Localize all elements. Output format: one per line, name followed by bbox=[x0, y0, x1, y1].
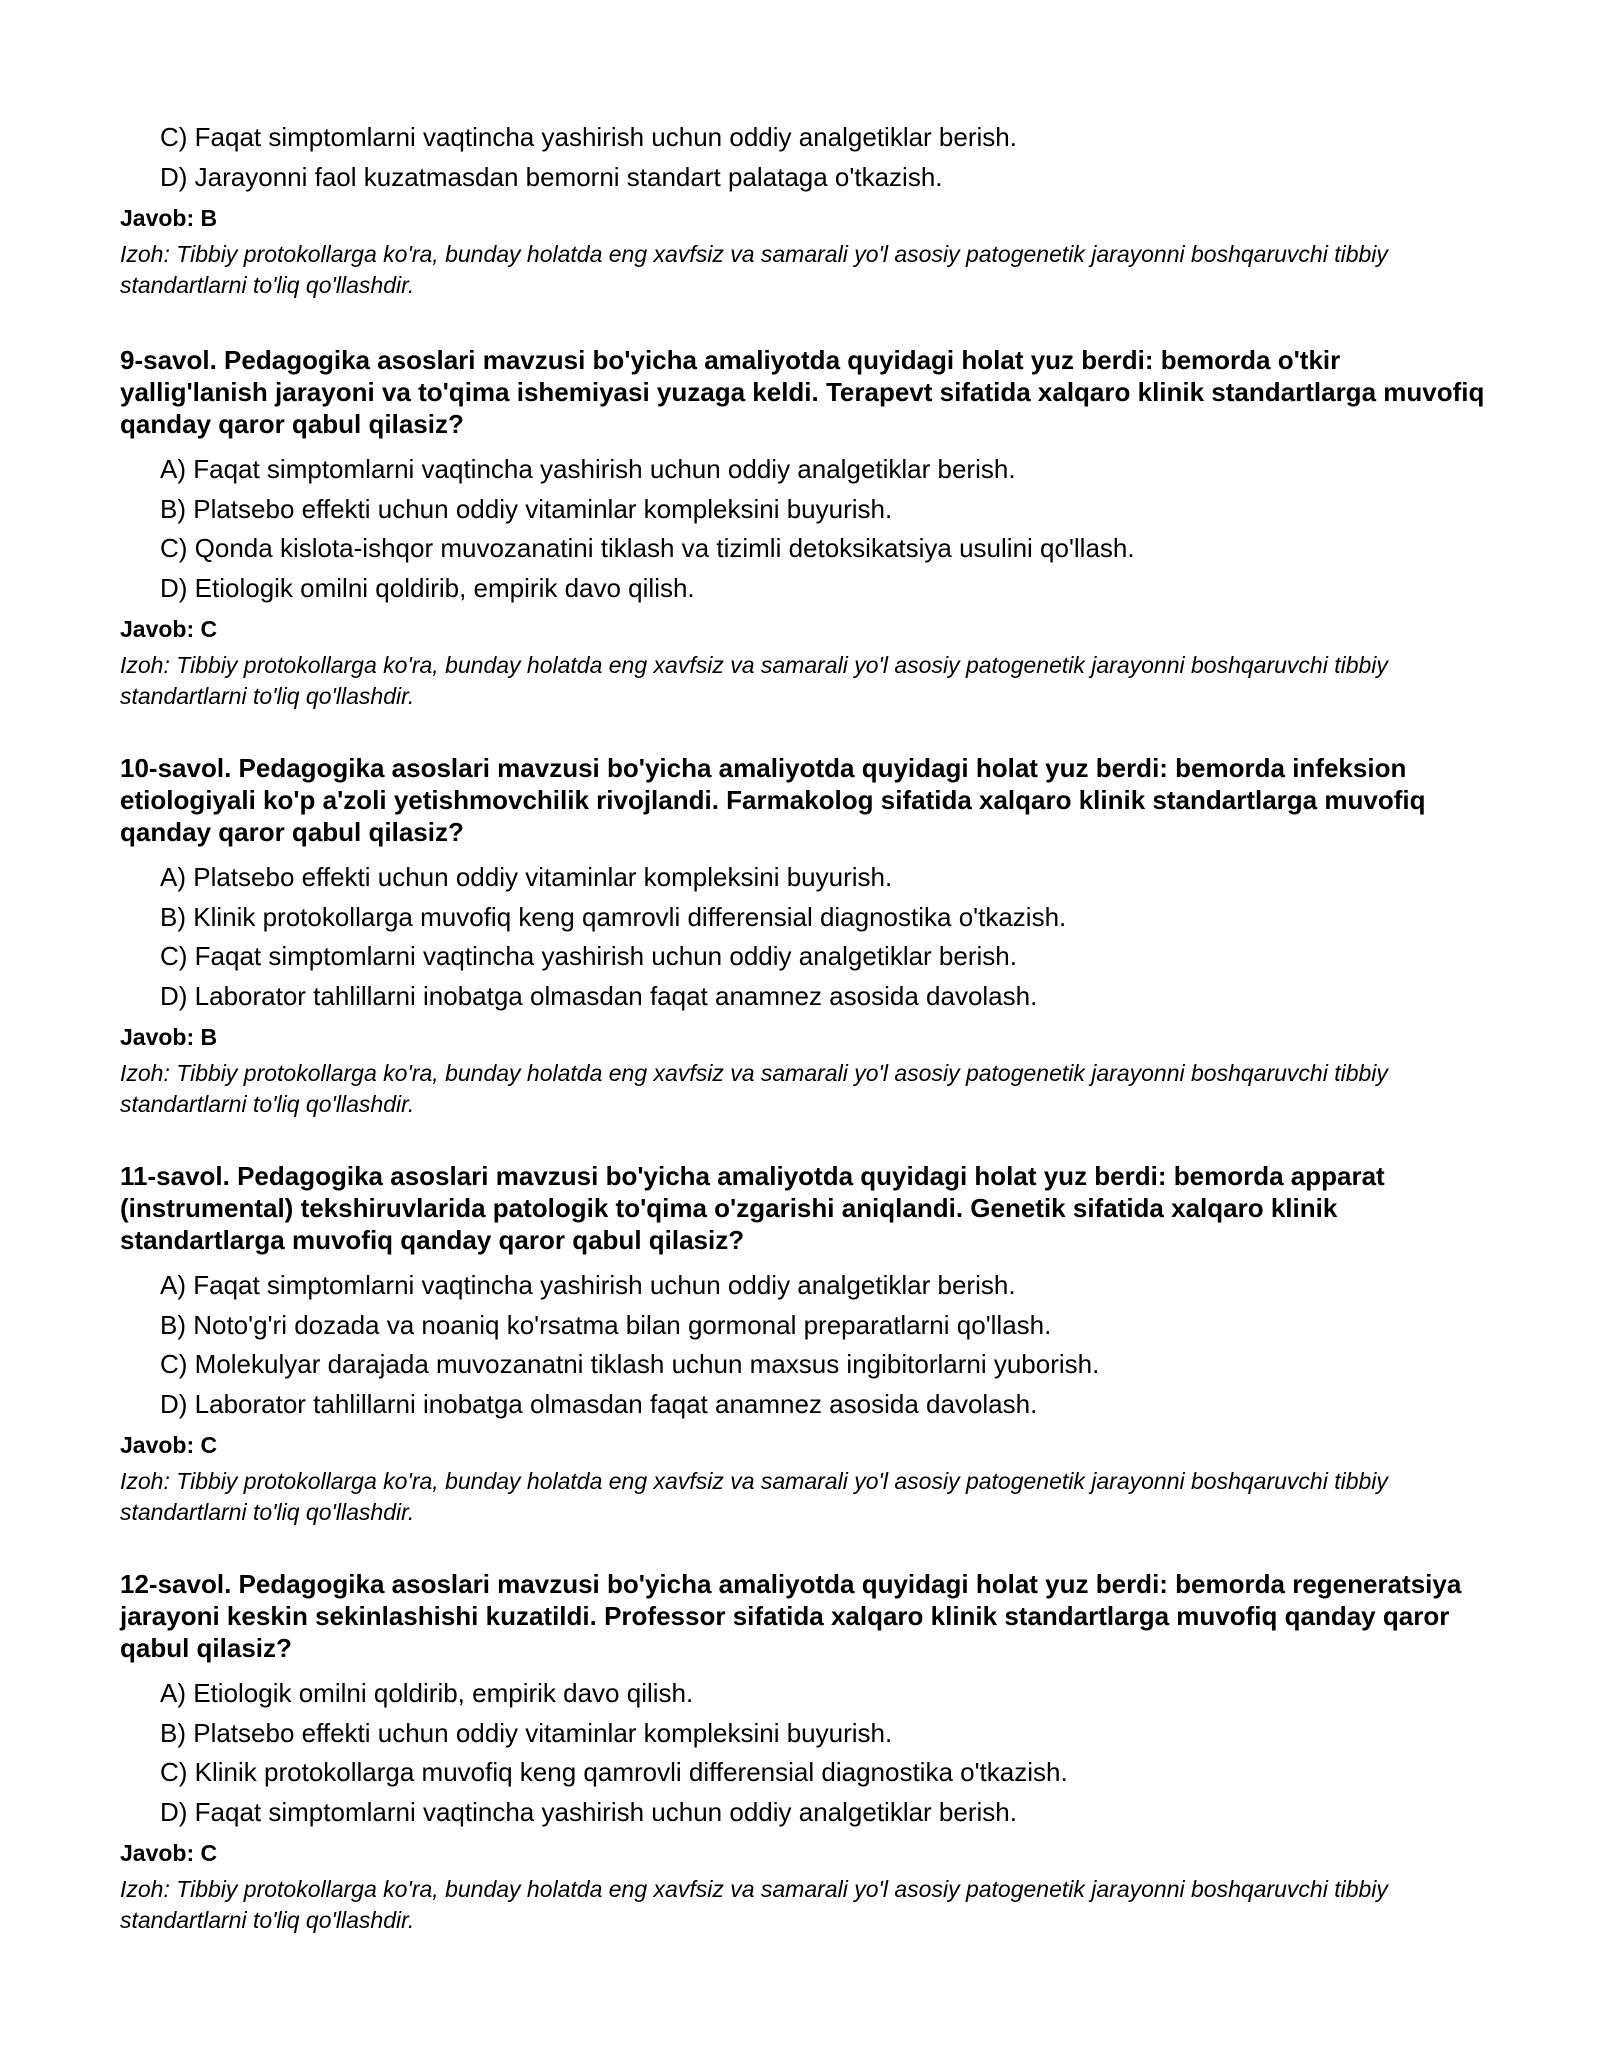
option-d: D) Laborator tahlillarni inobatga olmasdan faqat anamnez asosida davolash. bbox=[160, 980, 1038, 1011]
option-d: D) Faqat simptomlarni vaqtincha yashirish uchun oddiy analgetiklar berish. bbox=[160, 1796, 1017, 1827]
question-title: 10-savol. Pedagogika asoslari mavzusi bo'yicha amaliyotda quyidagi holat yuz berdi: bemorda infeksion etiologiyali ko'p a'zoli yetishmovchilik rivojlandi. Farmakolog sifatida xalqaro klinik standartlarga muvofiq qanday qaror qabul qilasiz? bbox=[120, 753, 1426, 847]
previous-question-tail bbox=[120, 118, 1490, 301]
question-10 bbox=[120, 752, 1490, 1120]
answer-label: Javob: C bbox=[120, 1840, 218, 1866]
option-a: A) Faqat simptomlarni vaqtincha yashirish uchun oddiy analgetiklar berish. bbox=[160, 1270, 1016, 1300]
question-9 bbox=[120, 344, 1490, 712]
option-c: C) Faqat simptomlarni vaqtincha yashirish uchun oddiy analgetiklar berish. bbox=[160, 941, 1017, 971]
option-b: B) Klinik protokollarga muvofiq keng qamrovli differensial diagnostika o'tkazish. bbox=[160, 901, 1067, 932]
question-title: 11-savol. Pedagogika asoslari mavzusi bo'yicha amaliyotda quyidagi holat yuz berdi: bemorda apparat (instrumental) tekshiruvlarida patologik to'qima o'zgarishi aniqlandi. Genetik sifatida xalqaro klinik standartlarga muvofiq qanday qaror qabul qilasiz? bbox=[120, 1161, 1385, 1255]
question-title: 12-savol. Pedagogika asoslari mavzusi bo'yicha amaliyotda quyidagi holat yuz berdi: bemorda regeneratsiya jarayoni keskin sekinlashishi kuzatildi. Professor sifatida xalqaro klinik standartlarga muvofiq qanday qaror qabul qilasiz? bbox=[120, 1569, 1462, 1663]
option-b: B) Noto'g'ri dozada va noaniq ko'rsatma bilan gormonal preparatlarni qo'llash. bbox=[160, 1309, 1052, 1340]
option-c: C) Klinik protokollarga muvofiq keng qamrovli differensial diagnostika o'tkazish. bbox=[160, 1757, 1068, 1787]
option-a: A) Faqat simptomlarni vaqtincha yashirish uchun oddiy analgetiklar berish. bbox=[160, 454, 1016, 484]
option-d: D) Laborator tahlillarni inobatga olmasdan faqat anamnez asosida davolash. bbox=[160, 1388, 1038, 1419]
question-title: 9-savol. Pedagogika asoslari mavzusi bo'yicha amaliyotda quyidagi holat yuz berdi: bemorda o'tkir yallig'lanish jarayoni va to'qima ishemiyasi yuzaga keldi. Terapevt sifatida xalqaro klinik standartlarga muvofiq qanday qaror qabul qilasiz? bbox=[120, 345, 1485, 439]
question-11 bbox=[120, 1160, 1490, 1528]
option-b: B) Platsebo effekti uchun oddiy vitaminlar kompleksini buyurish. bbox=[160, 1717, 893, 1748]
explanation-note: Izoh: Tibbiy protokollarga ko'ra, bunday holatda eng xavfsiz va samarali yo'l asosiy patogenetik jarayonni boshqaruvchi tibbiy standartlarni to'liq qo'llashdir. bbox=[120, 1876, 1388, 1933]
answer-label: Javob: C bbox=[120, 1432, 218, 1458]
answer-label: Javob: B bbox=[120, 1024, 218, 1050]
option-c: C) Molekulyar darajada muvozanatni tiklash uchun maxsus ingibitorlarni yuborish. bbox=[160, 1349, 1100, 1379]
option-c: C) Qonda kislota-ishqor muvozanatini tiklash va tizimli detoksikatsiya usulini qo'llash. bbox=[160, 533, 1135, 563]
option-a: A) Etiologik omilni qoldirib, empirik davo qilish. bbox=[160, 1678, 694, 1708]
explanation-note: Izoh: Tibbiy protokollarga ko'ra, bunday holatda eng xavfsiz va samarali yo'l asosiy patogenetik jarayonni boshqaruvchi tibbiy standartlarni to'liq qo'llashdir. bbox=[120, 1468, 1388, 1525]
answer-label: Javob: C bbox=[120, 616, 218, 642]
option-list bbox=[120, 1266, 1490, 1424]
option-list bbox=[120, 118, 1490, 197]
answer-label: Javob: B bbox=[120, 205, 218, 231]
question-12 bbox=[120, 1568, 1490, 1936]
explanation-note: Izoh: Tibbiy protokollarga ko'ra, bunday holatda eng xavfsiz va samarali yo'l asosiy patogenetik jarayonni boshqaruvchi tibbiy standartlarni to'liq qo'llashdir. bbox=[120, 1060, 1388, 1117]
option-d: D) Jarayonni faol kuzatmasdan bemorni standart palataga o'tkazish. bbox=[160, 161, 943, 192]
option-a: A) Platsebo effekti uchun oddiy vitaminlar kompleksini buyurish. bbox=[160, 862, 893, 892]
option-c: C) Faqat simptomlarni vaqtincha yashirish uchun oddiy analgetiklar berish. bbox=[160, 122, 1017, 152]
explanation-note: Izoh: Tibbiy protokollarga ko'ra, bunday holatda eng xavfsiz va samarali yo'l asosiy patogenetik jarayonni boshqaruvchi tibbiy standartlarni to'liq qo'llashdir. bbox=[120, 241, 1388, 298]
explanation-note: Izoh: Tibbiy protokollarga ko'ra, bunday holatda eng xavfsiz va samarali yo'l asosiy patogenetik jarayonni boshqaruvchi tibbiy standartlarni to'liq qo'llashdir. bbox=[120, 652, 1388, 709]
option-list bbox=[120, 450, 1490, 608]
option-list bbox=[120, 858, 1490, 1016]
option-d: D) Etiologik omilni qoldirib, empirik davo qilish. bbox=[160, 572, 695, 603]
option-b: B) Platsebo effekti uchun oddiy vitaminlar kompleksini buyurish. bbox=[160, 493, 893, 524]
option-list bbox=[120, 1674, 1490, 1832]
